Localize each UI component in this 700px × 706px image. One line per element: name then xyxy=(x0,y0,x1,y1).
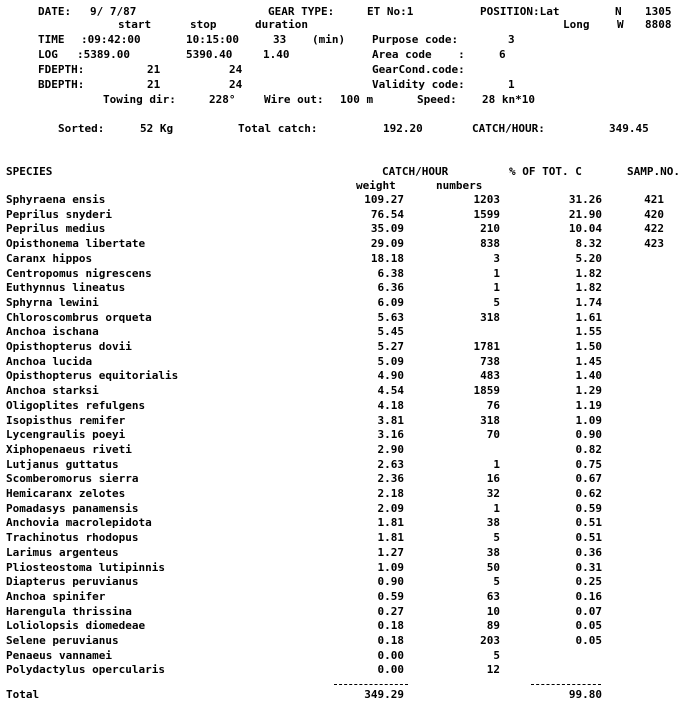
species-name: Isopisthus remifer xyxy=(6,414,126,427)
weight-value: 18.18 xyxy=(370,252,404,265)
numbers-value: 1 xyxy=(493,458,500,471)
weight-value: 3.81 xyxy=(377,414,404,427)
numbers-value: 5 xyxy=(493,531,500,544)
species-name: Xiphopenaeus riveti xyxy=(6,443,132,456)
numbers-value: 1 xyxy=(493,502,500,515)
species-name: Pomadasys panamensis xyxy=(6,502,139,515)
weight-value: 0.18 xyxy=(377,619,404,632)
species-name: Anchoa ischana xyxy=(6,325,99,338)
numbers-value: 318 xyxy=(480,311,500,324)
numbers-value: 16 xyxy=(486,472,500,485)
pct-total-value: 1.09 xyxy=(575,414,602,427)
bdepth-stop: 24 xyxy=(229,78,243,91)
numbers-value: 1781 xyxy=(473,340,500,353)
species-name: Pliosteostoma lutipinnis xyxy=(6,561,165,574)
species-name: Oligoplites refulgens xyxy=(6,399,146,412)
weight-value: 1.81 xyxy=(377,516,404,529)
catch-hour-label: CATCH/HOUR: xyxy=(472,122,545,135)
numbers-value: 5 xyxy=(493,296,500,309)
weight-value: 5.45 xyxy=(377,325,404,338)
pct-total-value: 1.82 xyxy=(575,281,602,294)
distance-value: 1.40 xyxy=(263,48,290,61)
numbers-value: 1 xyxy=(493,267,500,280)
pct-total-value: 0.05 xyxy=(575,619,602,632)
numbers-subheader: numbers xyxy=(436,179,483,192)
date-label: DATE: xyxy=(38,5,72,18)
numbers-value: 10 xyxy=(486,605,500,618)
pct-total-column-header: % OF TOT. C xyxy=(509,165,582,178)
pct-total-value: 5.20 xyxy=(575,252,602,265)
species-name: Sphyraena ensis xyxy=(6,193,106,206)
towing-dir-label: Towing dir: xyxy=(103,93,176,106)
numbers-value: 38 xyxy=(486,516,500,529)
stop-col-label: stop xyxy=(190,18,217,31)
pct-total-value: 0.31 xyxy=(575,561,602,574)
validity-code-value: 1 xyxy=(508,78,515,91)
numbers-value: 483 xyxy=(480,369,500,382)
fdepth-label: FDEPTH: xyxy=(38,63,85,76)
date-value: 9/ 7/87 xyxy=(90,5,137,18)
species-name: Loliolopsis diomedeae xyxy=(6,619,146,632)
species-name: Centropomus nigrescens xyxy=(6,267,152,280)
pct-total-value: 0.05 xyxy=(575,634,602,647)
weight-value: 2.90 xyxy=(377,443,404,456)
pct-total-value: 0.16 xyxy=(575,590,602,603)
samp-no-value: 420 xyxy=(644,208,664,221)
log-stop: 5390.40 xyxy=(186,48,233,61)
weight-value: 4.54 xyxy=(377,384,404,397)
weight-value: 29.09 xyxy=(370,237,404,250)
species-name: Euthynnus lineatus xyxy=(6,281,126,294)
start-col-label: start xyxy=(118,18,152,31)
pct-total-value: 31.26 xyxy=(568,193,602,206)
bdepth-label: BDEPTH: xyxy=(38,78,85,91)
duration-value: 33 xyxy=(273,33,287,46)
sorted-label: Sorted: xyxy=(58,122,105,135)
species-name: Harengula thrissina xyxy=(6,605,132,618)
species-name: Lutjanus guttatus xyxy=(6,458,119,471)
total-weight: 349.29 xyxy=(364,688,404,701)
pct-total-value: 1.40 xyxy=(575,369,602,382)
samp-no-column-header: SAMP.NO. xyxy=(627,165,680,178)
duration-col-label: duration xyxy=(255,18,308,31)
species-name: Caranx hippos xyxy=(6,252,93,265)
weight-total-rule xyxy=(334,684,408,685)
weight-subheader: weight xyxy=(356,179,396,192)
total-pct: 99.80 xyxy=(568,688,602,701)
bdepth-start: 21 xyxy=(147,78,161,91)
weight-value: 4.18 xyxy=(377,399,404,412)
pct-total-value: 8.32 xyxy=(575,237,602,250)
species-name: Lycengraulis poeyi xyxy=(6,428,126,441)
weight-value: 6.09 xyxy=(377,296,404,309)
weight-value: 0.27 xyxy=(377,605,404,618)
samp-no-value: 421 xyxy=(644,193,664,206)
pct-total-value: 1.82 xyxy=(575,267,602,280)
numbers-value: 76 xyxy=(486,399,500,412)
species-name: Anchoa spinifer xyxy=(6,590,106,603)
weight-value: 0.90 xyxy=(377,575,404,588)
pct-total-value: 0.51 xyxy=(575,531,602,544)
samp-no-value: 422 xyxy=(644,222,664,235)
species-name: Larimus argenteus xyxy=(6,546,119,559)
pct-total-value: 0.07 xyxy=(575,605,602,618)
species-name: Anchoa lucida xyxy=(6,355,93,368)
species-name: Opisthopterus dovii xyxy=(6,340,132,353)
numbers-value: 838 xyxy=(480,237,500,250)
pct-total-value: 1.29 xyxy=(575,384,602,397)
purpose-code-label: Purpose code: xyxy=(372,33,459,46)
numbers-value: 1859 xyxy=(473,384,500,397)
fdepth-start: 21 xyxy=(147,63,161,76)
species-name: Anchovia macrolepidota xyxy=(6,516,152,529)
weight-value: 2.63 xyxy=(377,458,404,471)
weight-value: 5.27 xyxy=(377,340,404,353)
species-name: Polydactylus opercularis xyxy=(6,663,165,676)
numbers-value: 1203 xyxy=(473,193,500,206)
weight-value: 0.00 xyxy=(377,663,404,676)
numbers-value: 89 xyxy=(486,619,500,632)
weight-value: 1.09 xyxy=(377,561,404,574)
pct-total-rule xyxy=(531,684,601,685)
species-name: Anchoa starksi xyxy=(6,384,99,397)
numbers-value: 210 xyxy=(480,222,500,235)
duration-unit: (min) xyxy=(312,33,346,46)
species-name: Opisthopterus equitorialis xyxy=(6,369,179,382)
numbers-value: 5 xyxy=(493,649,500,662)
numbers-value: 12 xyxy=(486,663,500,676)
pct-total-value: 0.67 xyxy=(575,472,602,485)
log-label: LOG xyxy=(38,48,58,61)
pct-total-value: 0.82 xyxy=(575,443,602,456)
time-label: TIME xyxy=(38,33,65,46)
numbers-value: 63 xyxy=(486,590,500,603)
pct-total-value: 0.90 xyxy=(575,428,602,441)
position-label: POSITION:Lat xyxy=(480,5,560,18)
gear-type-value: ET No:1 xyxy=(367,5,414,18)
species-name: Trachinotus rhodopus xyxy=(6,531,139,544)
numbers-value: 318 xyxy=(480,414,500,427)
species-name: Diapterus peruvianus xyxy=(6,575,139,588)
long-value: 8808 xyxy=(645,18,672,31)
species-name: Penaeus vannamei xyxy=(6,649,112,662)
numbers-value: 32 xyxy=(486,487,500,500)
weight-value: 0.59 xyxy=(377,590,404,603)
samp-no-value: 423 xyxy=(644,237,664,250)
weight-value: 5.09 xyxy=(377,355,404,368)
fdepth-stop: 24 xyxy=(229,63,243,76)
total-catch-label: Total catch: xyxy=(238,122,318,135)
pct-total-value: 1.74 xyxy=(575,296,602,309)
species-name: Peprilus snyderi xyxy=(6,208,112,221)
numbers-value: 1 xyxy=(493,281,500,294)
catch-hour-column-header: CATCH/HOUR xyxy=(382,165,449,178)
species-name: Hemicaranx zelotes xyxy=(6,487,126,500)
weight-value: 2.18 xyxy=(377,487,404,500)
pct-total-value: 0.25 xyxy=(575,575,602,588)
validity-code-label: Validity code: xyxy=(372,78,465,91)
weight-value: 3.16 xyxy=(377,428,404,441)
wire-out-label: Wire out: xyxy=(264,93,324,106)
pct-total-value: 1.55 xyxy=(575,325,602,338)
weight-value: 35.09 xyxy=(370,222,404,235)
numbers-value: 5 xyxy=(493,575,500,588)
numbers-value: 3 xyxy=(493,252,500,265)
gear-cond-code-label: GearCond.code: xyxy=(372,63,465,76)
pct-total-value: 21.90 xyxy=(568,208,602,221)
species-name: Chloroscombrus orqueta xyxy=(6,311,152,324)
numbers-value: 38 xyxy=(486,546,500,559)
pct-total-value: 0.36 xyxy=(575,546,602,559)
weight-value: 6.36 xyxy=(377,281,404,294)
time-start: :09:42:00 xyxy=(81,33,141,46)
log-start: :5389.00 xyxy=(77,48,130,61)
weight-value: 4.90 xyxy=(377,369,404,382)
area-code-label: Area code : xyxy=(372,48,465,61)
pct-total-value: 10.04 xyxy=(568,222,602,235)
weight-value: 1.27 xyxy=(377,546,404,559)
speed-label: Speed: xyxy=(417,93,457,106)
speed-value: 28 kn*10 xyxy=(482,93,535,106)
species-name: Sphyrna lewini xyxy=(6,296,99,309)
area-code-value: 6 xyxy=(499,48,506,61)
pct-total-value: 1.19 xyxy=(575,399,602,412)
lat-hemisphere: N xyxy=(615,5,622,18)
lat-value: 1305 xyxy=(645,5,672,18)
long-hemisphere: W xyxy=(617,18,624,31)
catch-hour-value: 349.45 xyxy=(609,122,649,135)
towing-dir-value: 228° xyxy=(209,93,236,106)
sorted-value: 52 Kg xyxy=(140,122,174,135)
time-stop: 10:15:00 xyxy=(186,33,239,46)
weight-value: 0.18 xyxy=(377,634,404,647)
numbers-value: 203 xyxy=(480,634,500,647)
pct-total-value: 0.75 xyxy=(575,458,602,471)
species-name: Peprilus medius xyxy=(6,222,106,235)
species-name: Scomberomorus sierra xyxy=(6,472,139,485)
weight-value: 1.81 xyxy=(377,531,404,544)
gear-type-label: GEAR TYPE: xyxy=(268,5,335,18)
total-label: Total xyxy=(6,688,40,701)
weight-value: 76.54 xyxy=(370,208,404,221)
species-name: Selene peruvianus xyxy=(6,634,119,647)
weight-value: 5.63 xyxy=(377,311,404,324)
long-label: Long xyxy=(563,18,590,31)
numbers-value: 70 xyxy=(486,428,500,441)
weight-value: 6.38 xyxy=(377,267,404,280)
weight-value: 2.09 xyxy=(377,502,404,515)
weight-value: 109.27 xyxy=(364,193,404,206)
wire-out-value: 100 m xyxy=(340,93,374,106)
numbers-value: 1599 xyxy=(473,208,500,221)
species-name: Opisthonema libertate xyxy=(6,237,146,250)
weight-value: 2.36 xyxy=(377,472,404,485)
pct-total-value: 0.62 xyxy=(575,487,602,500)
species-column-header: SPECIES xyxy=(6,165,53,178)
pct-total-value: 0.51 xyxy=(575,516,602,529)
pct-total-value: 1.61 xyxy=(575,311,602,324)
total-catch-value: 192.20 xyxy=(383,122,423,135)
numbers-value: 738 xyxy=(480,355,500,368)
numbers-value: 50 xyxy=(486,561,500,574)
pct-total-value: 0.59 xyxy=(575,502,602,515)
pct-total-value: 1.50 xyxy=(575,340,602,353)
pct-total-value: 1.45 xyxy=(575,355,602,368)
purpose-code-value: 3 xyxy=(508,33,515,46)
weight-value: 0.00 xyxy=(377,649,404,662)
